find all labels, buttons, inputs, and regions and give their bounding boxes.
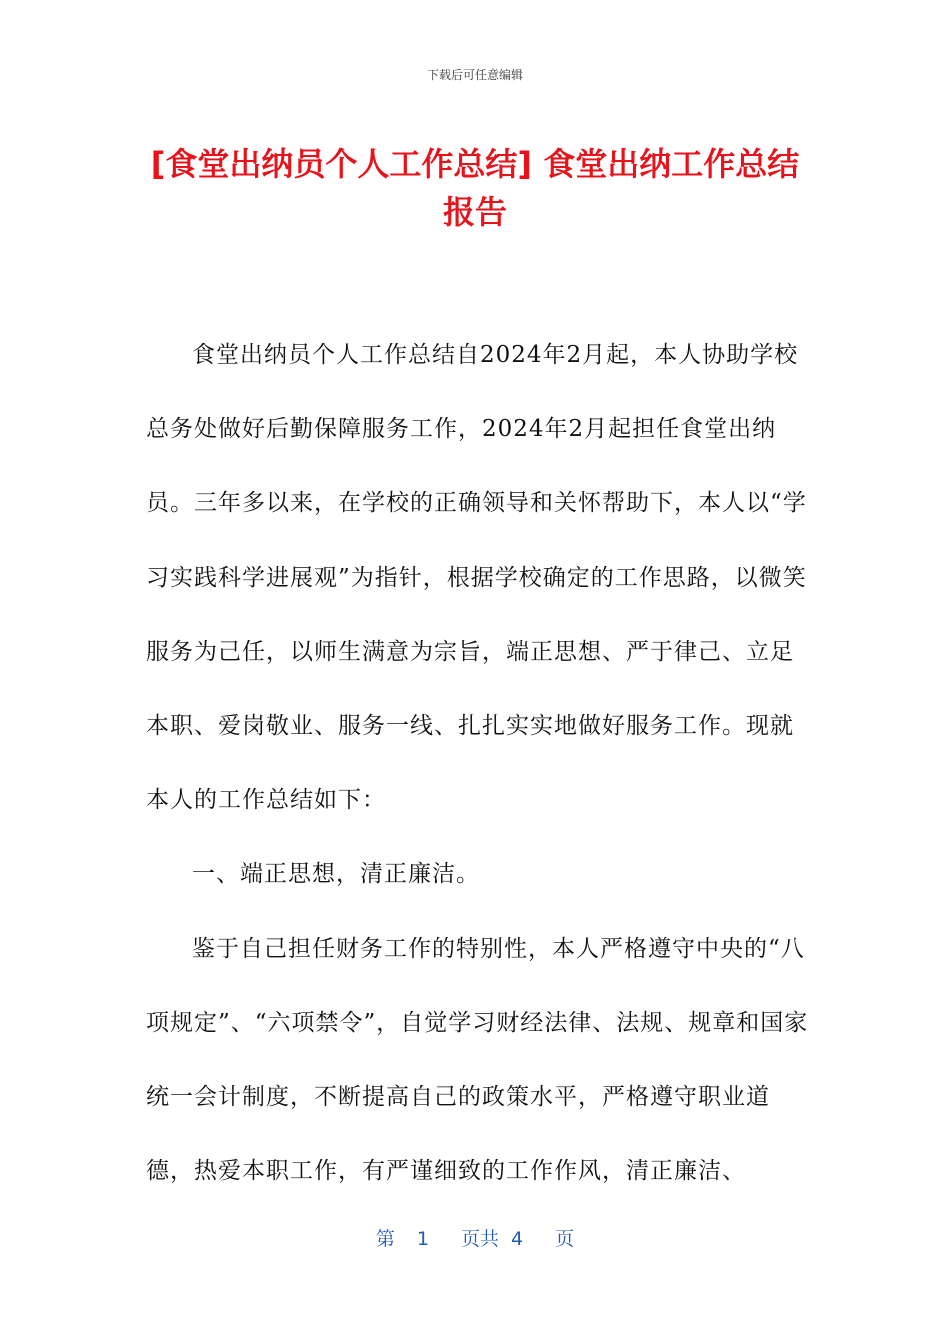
page-total: 4 [511, 1228, 524, 1250]
paragraph-section-1: 鉴于自己担任财务工作的特别性，本人严格遵守中央的“八项规定”、“六项禁令”，自觉学习财经法律、法规、规章和国家统一会计制度，不断提高自己的政策水平，严格遵守职业道德，热爱本职工作，有严谨细致的工作作风，清正廉洁、 [146, 935, 809, 1185]
header-note: 下载后可任意编辑 [426, 68, 523, 82]
document-body [146, 318, 810, 1208]
page-prefix: 第 [375, 1228, 395, 1250]
document-title: [食堂出纳员个人工作总结] 食堂出纳工作总结报告 [150, 145, 800, 231]
section-heading-1: 一、端正思想，清正廉洁。 [192, 861, 480, 888]
page-suffix: 页 [555, 1228, 575, 1250]
paragraph-intro: 食堂出纳员个人工作总结自2024年2月起，本人协助学校总务处做好后勤保障服务工作，2024年2月起担任食堂出纳员。三年多以来，在学校的正确领导和关怀帮助下，本人以“学习实践科学进展观”为指针，根据学校确定的工作思路，以微笑服务为己任，以师生满意为宗旨，端正思想、严于律己、立足本职、爱岗敬业、服务一线、扎扎实实地做好服务工作。现就本人的工作总结如下： [146, 342, 807, 814]
page-footer [0, 1224, 950, 1251]
page-current: 1 [416, 1228, 429, 1250]
page-middle: 页共 [460, 1228, 499, 1250]
